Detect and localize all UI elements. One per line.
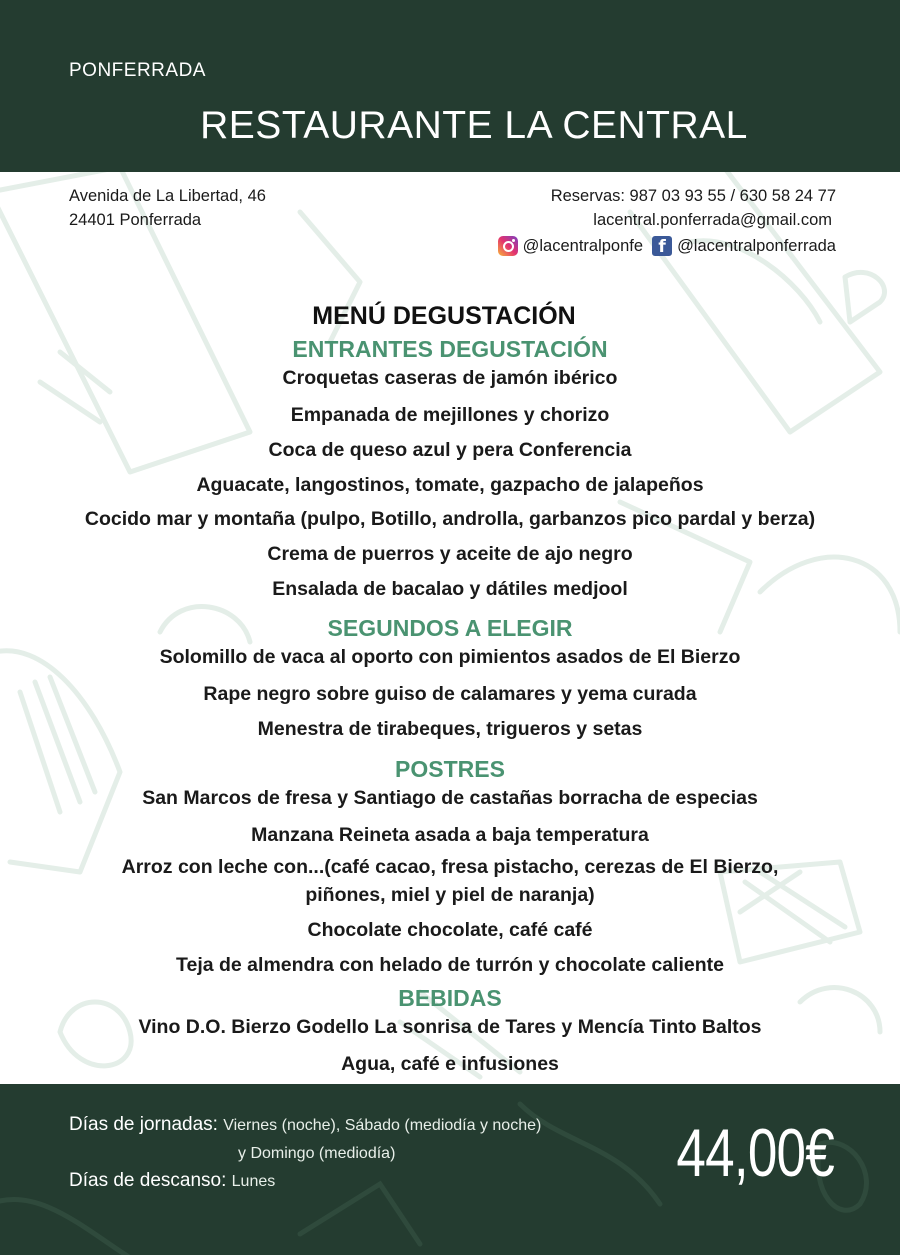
menu-item: Coca de queso azul y pera Conferencia	[268, 438, 632, 461]
menu-item: Manzana Reineta asada a baja temperatura	[251, 824, 649, 847]
city-label: PONFERRADA	[69, 60, 206, 81]
section-postres	[0, 754, 900, 982]
opening-days-cont	[238, 1142, 395, 1164]
opening-days	[69, 1114, 541, 1136]
menu-item: San Marcos de fresa y Santiago de castañas borracha de especias	[142, 787, 758, 810]
closing-days-value: Lunes	[231, 1173, 276, 1190]
closing-days	[69, 1170, 275, 1192]
menu-item: Chocolate chocolate, café café	[307, 919, 593, 942]
menu-item: Menestra de tirabeques, trigueros y setas	[257, 717, 643, 740]
instagram-icon	[498, 236, 518, 256]
menu-item: Crema de puerros y aceite de ajo negro	[267, 543, 633, 566]
section-segundos	[0, 613, 900, 747]
tasting-menu	[0, 298, 900, 1082]
section-bebidas	[0, 983, 900, 1082]
instagram-handle[interactable]: @lacentralponfe	[522, 237, 644, 255]
facebook-handle[interactable]: @lacentralponferrada	[677, 237, 836, 255]
menu-item: Ensalada de bacalao y dátiles medjool	[272, 577, 628, 600]
menu-item: Croquetas caseras de jamón ibérico	[282, 367, 618, 389]
menu-item: Empanada de mejillones y chorizo	[290, 404, 610, 426]
menu-item: Vino D.O. Bierzo Godello La sonrisa de Tares y Mencía Tinto Baltos	[138, 1015, 762, 1038]
menu-item: Aguacate, langostinos, tomate, gazpacho de jalapeños	[196, 473, 704, 496]
opening-days-value-2: y Domingo (mediodía)	[238, 1145, 396, 1162]
closing-days-label: Días de descanso:	[69, 1170, 227, 1191]
section-title: BEBIDAS	[398, 984, 502, 1011]
social-links	[498, 234, 836, 258]
header-band	[0, 0, 900, 172]
restaurant-title: RESTAURANTE LA CENTRAL	[200, 104, 748, 147]
footer-band	[0, 1084, 900, 1255]
menu-price: 44,00€	[676, 1115, 834, 1191]
section-title: SEGUNDOS A ELEGIR	[327, 614, 573, 641]
menu-item: Agua, café e infusiones	[341, 1052, 559, 1075]
menu-title: MENÚ DEGUSTACIÓN	[312, 302, 576, 330]
menu-item: Cocido mar y montaña (pulpo, Botillo, androlla, garbanzos pico pardal y berza)	[84, 508, 816, 531]
email-link[interactable]: lacentral.ponferrada@gmail.com	[593, 211, 832, 229]
contact-block	[498, 184, 836, 258]
menu-item: Arroz con leche con...(café cacao, fresa pistacho, cerezas de El Bierzo, piñones, miel y piel de naranja)	[121, 856, 779, 907]
menu-item: Rape negro sobre guiso de calamares y yema curada	[203, 682, 697, 705]
opening-days-label: Días de jornadas:	[69, 1114, 218, 1135]
section-title: ENTRANTES DEGUSTACIÓN	[292, 336, 608, 362]
address-postal: 24401 Ponferrada	[69, 211, 202, 229]
reservation-phones: Reservas: 987 03 93 55 / 630 58 24 77	[550, 187, 836, 205]
section-entrantes	[0, 334, 900, 607]
section-title: POSTRES	[395, 756, 505, 783]
menu-item: Teja de almendra con helado de turrón y chocolate caliente	[176, 953, 724, 976]
opening-days-value: Viernes (noche), Sábado (mediodía y noche)	[223, 1117, 542, 1134]
facebook-icon: f	[652, 236, 672, 256]
address-street: Avenida de La Libertad, 46	[69, 187, 266, 205]
menu-item: Solomillo de vaca al oporto con pimientos asados de El Bierzo	[159, 645, 741, 668]
address-block	[69, 184, 266, 232]
